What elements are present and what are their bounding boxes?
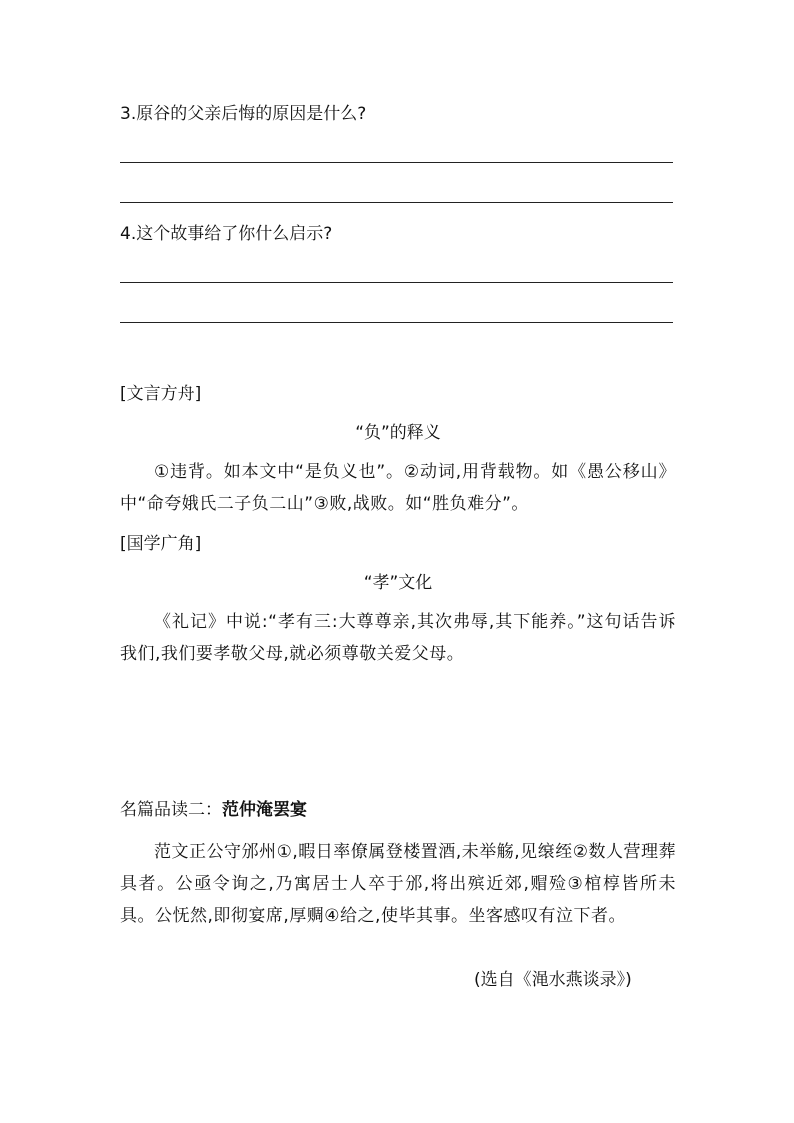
section-label-guoxue: [国学广角]: [120, 534, 202, 554]
answer-line[interactable]: [120, 322, 673, 323]
section-label-wenyan: [文言方舟]: [120, 384, 202, 404]
wenyan-title: “负”的释义: [355, 423, 441, 443]
reading-title: 范仲淹罢宴: [222, 800, 307, 820]
guoxue-paragraph: 《礼记》中说:“孝有三:大尊尊亲,其次弗辱,其下能养。”这句话告诉我们,我们要孝敬父母,就必须尊敬关爱父母。: [120, 612, 676, 664]
answer-line[interactable]: [120, 162, 673, 163]
reading-paragraph: 范文正公守邠州①,暇日率僚属登楼置酒,未举觞,见缞绖②数人营理葬具者。公亟令询之,乃寓居士人卒于邠,将出殡近郊,赗殓③棺椁皆所未具。公怃然,即彻宴席,厚赒④给之,使毕其事。坐客感叹有泣下者。: [120, 842, 676, 926]
source-citation: (选自《渑水燕谈录》): [474, 970, 632, 990]
reading-heading: [120, 798, 307, 822]
answer-line[interactable]: [120, 202, 673, 203]
question-3: 3.原谷的父亲后悔的原因是什么?: [120, 104, 367, 124]
answer-line[interactable]: [120, 282, 673, 283]
wenyan-paragraph: ①违背。如本文中“是负义也”。②动词,用背载物。如《愚公移山》中“命夸娥氏二子负二山”③败,战败。如“胜负难分”。: [120, 462, 676, 514]
question-4: 4.这个故事给了你什么启示?: [120, 224, 333, 244]
reading-label: 名篇品读二：: [120, 800, 222, 820]
guoxue-title: “孝”文化: [363, 573, 433, 593]
